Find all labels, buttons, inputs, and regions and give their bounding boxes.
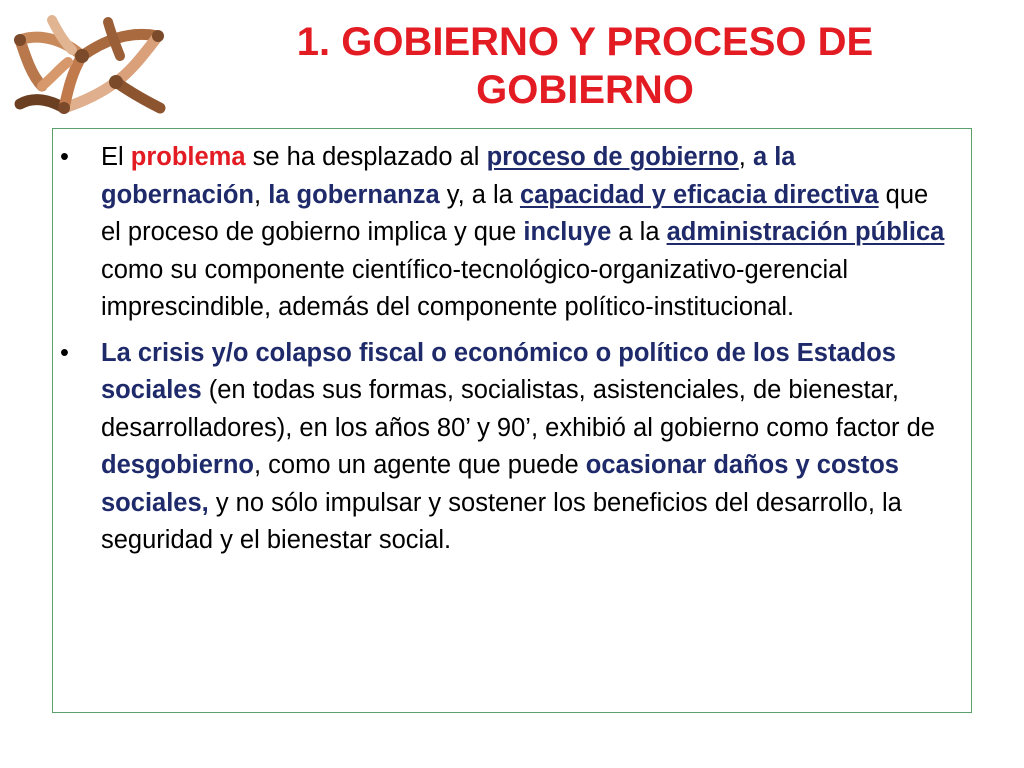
slide-title-line-1: 1. GOBIERNO Y PROCESO DE (296, 20, 874, 64)
emphasis-text: la gobernanza (268, 180, 440, 209)
body-text: como su componente científico-tecnológico-organizativo-gerencial imprescindible, además del componente político-institucional. (101, 255, 848, 321)
emphasis-text: ocasionar daños y costos sociales, (101, 451, 899, 517)
body-text: y no sólo impulsar y sostener los beneficios del desarrollo, la seguridad y el bienestar social. (101, 488, 902, 554)
bullet-marker: • (60, 338, 69, 367)
body-text: (en todas sus formas, socialistas, asistenciales, de bienestar, desarrolladores), en los años 80’ y 90’, exhibió al gobierno como factor de (101, 376, 935, 442)
emphasis-text: capacidad y eficacia directiva (519, 180, 879, 209)
emphasis-text: administración pública (666, 218, 945, 246)
linked-hands-circle-icon (12, 12, 166, 116)
body-text: El (101, 143, 131, 171)
bullet-list (53, 129, 971, 560)
body-text: que el proceso de gobierno implica y que (101, 180, 929, 246)
body-text: , como un agente que puede (254, 451, 586, 479)
body-text: , (738, 143, 753, 171)
emphasis-text: incluye (523, 218, 612, 246)
body-text: y, a la (439, 180, 520, 209)
bullet-item (53, 335, 951, 560)
body-text: a la (611, 218, 667, 246)
body-text: se ha desplazado al (245, 143, 487, 171)
emphasis-text: a la gobernación (101, 143, 796, 209)
emphasis-text: La crisis y/o colapso fiscal o económico o político de los Estados sociales (101, 338, 896, 404)
emphasis-text: desgobierno (101, 451, 255, 479)
content-box (52, 128, 972, 713)
bullet-item (53, 139, 951, 327)
body-text: , (254, 180, 269, 209)
emphasis-text: proceso de gobierno (486, 143, 739, 171)
bullet-marker: • (60, 143, 69, 171)
slide-title-line-2: GOBIERNO (476, 68, 694, 112)
emphasis-text: problema (130, 143, 246, 171)
slide-title (200, 18, 970, 114)
